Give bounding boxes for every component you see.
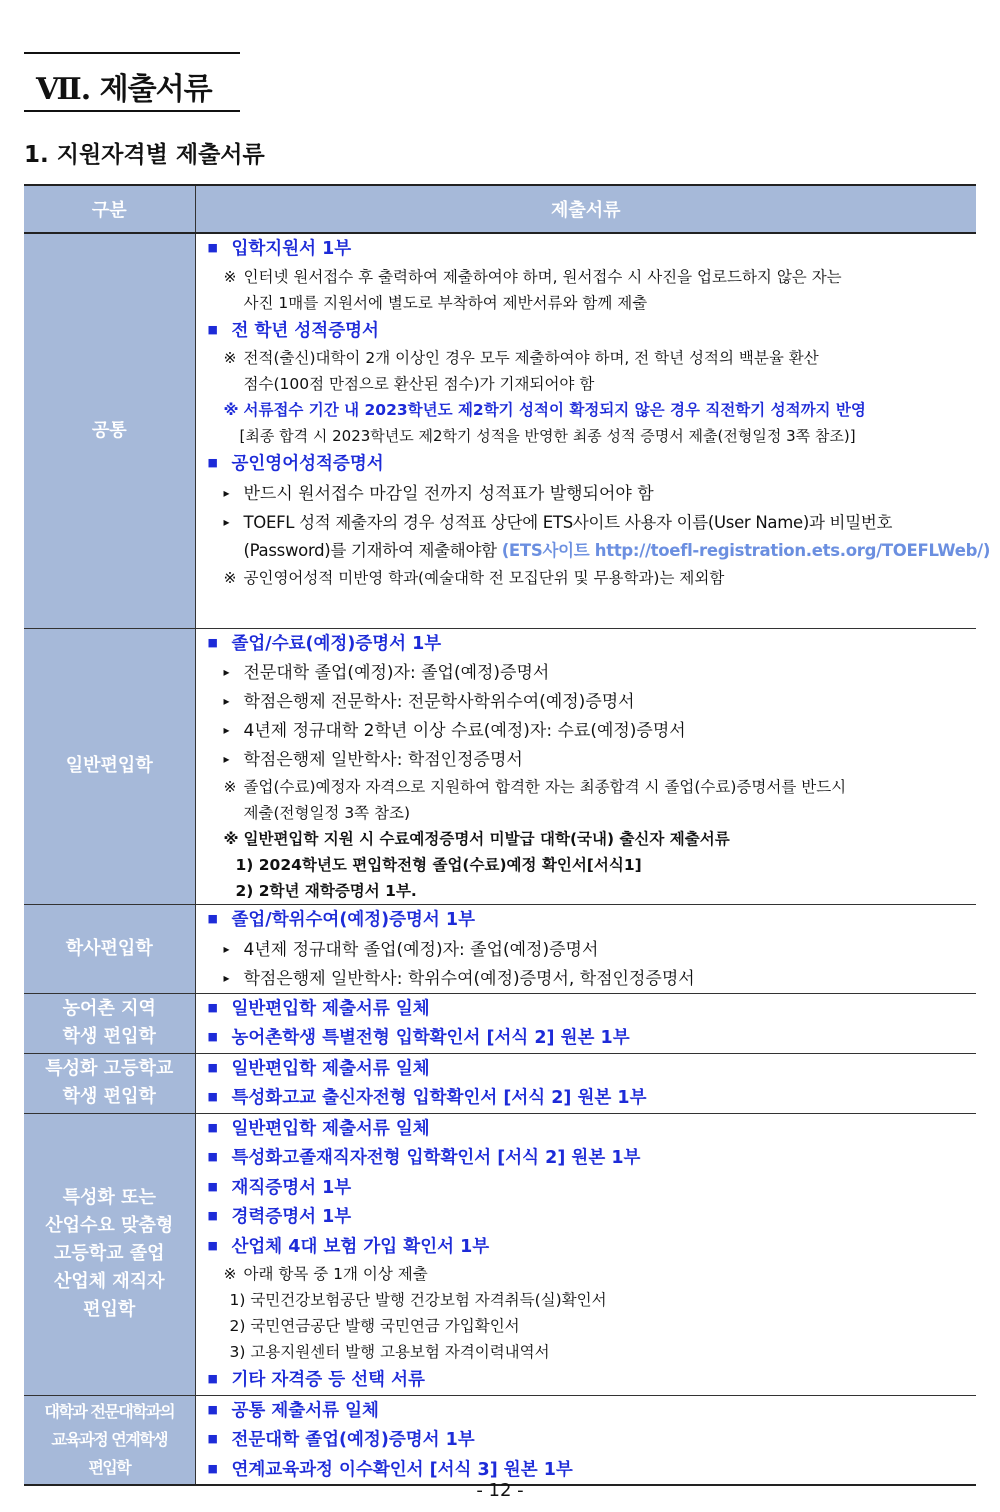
bullet-item: ▸ 학점은행제 일반학사: 학위수여(예정)증명서, 학점인정증명서 [196, 964, 977, 993]
doc-item: ■ 기타 자격증 등 선택 서류 [196, 1365, 977, 1395]
doc-item: ■ 졸업/학위수여(예정)증명서 1부 [196, 905, 977, 935]
note-continued: 점수(100점 만점으로 환산된 점수)가 기재되어야 함 [243, 375, 595, 393]
documents-table [24, 184, 991, 1486]
bullet-item: ▸ 4년제 정규대학 2학년 이상 수료(예정)자: 수료(예정)증명서 [196, 716, 977, 745]
header-category: 구분 [24, 185, 195, 233]
doc-item: ■ 특성화고졸재직자전형 입학확인서 [서식 2] 원본 1부 [196, 1143, 977, 1173]
note-continued: 제출(전형일정 3쪽 참조) [243, 804, 411, 822]
section-title: 1. 지원자격별 제출서류 [24, 142, 265, 168]
doc-item: ■ 연계교육과정 이수확인서 [서식 3] 원본 1부 [196, 1455, 977, 1485]
doc-item: ■ 산업체 4대 보험 가입 확인서 1부 [196, 1232, 977, 1262]
bullet-item: ▸ 반드시 원서접수 마감일 전까지 성적표가 발행되어야 함 [196, 479, 977, 508]
docs-rural [195, 993, 976, 1053]
category-common: 공통 [24, 233, 195, 628]
category-rural: 농어촌 지역 학생 편입학 [24, 993, 195, 1053]
numbered-item: 3) 고용지원센터 발행 고용보험 자격이력내역서 [229, 1343, 550, 1361]
note-bold: ※ 일반편입학 지원 시 수료예정증명서 미발급 대학(국내) 출신자 제출서류 [223, 830, 730, 848]
chapter-heading [24, 52, 240, 112]
doc-item: ■ 일반편입학 제출서류 일체 [196, 1114, 977, 1144]
row-worker [24, 1113, 976, 1395]
row-rural [24, 993, 976, 1053]
docs-linked [195, 1395, 976, 1485]
doc-item: ■ 특성화고교 출신자전형 입학확인서 [서식 2] 원본 1부 [196, 1083, 977, 1113]
docs-bachelor [195, 905, 976, 994]
bullet-item: ▸ 학점은행제 전문학사: 전문학사학위수여(예정)증명서 [196, 687, 977, 716]
row-linked [24, 1395, 976, 1485]
doc-item: ■ 일반편입학 제출서류 일체 [196, 1054, 977, 1084]
note: ※ 공인영어성적 미반영 학과(예술대학 전 모집단위 및 무용학과)는 제외함 [223, 568, 725, 587]
doc-item: ■ 일반편입학 제출서류 일체 [196, 994, 977, 1024]
doc-item: ■ 공인영어성적증명서 [196, 449, 977, 479]
doc-item: ■ 공통 제출서류 일체 [196, 1396, 977, 1426]
doc-item: ■ 졸업/수료(예정)증명서 1부 [196, 629, 977, 659]
category-specialized: 특성화 고등학교 학생 편입학 [24, 1053, 195, 1113]
note-highlight: ※ 서류접수 기간 내 2023학년도 제2학기 성적이 확정되지 않은 경우 직전학기 성적까지 반영 [223, 401, 866, 419]
doc-item: ■ 입학지원서 1부 [196, 234, 977, 264]
note: ※ 아래 항목 중 1개 이상 제출 [223, 1265, 428, 1283]
page-number: - 12 - [476, 1480, 524, 1501]
category-worker: 특성화 또는 산업수요 맞춤형 고등학교 졸업 산업체 재직자 편입학 [24, 1113, 195, 1395]
docs-worker [195, 1113, 976, 1395]
numbered-item: 2) 국민연금공단 발행 국민연금 가입확인서 [229, 1317, 520, 1335]
note: ※ 인터넷 원서접수 후 출력하여 제출하여야 하며, 원서접수 시 사진을 업로드하지 않은 자는 [223, 267, 842, 286]
row-common [24, 233, 976, 628]
bullet-item-continued: (Password)를 기재하여 제출해야함 (ETS사이트 http://toefl-registration.ets.org/TOEFLWeb/) [243, 540, 991, 560]
doc-item: ■ 재직증명서 1부 [196, 1173, 977, 1203]
bullet-item: ▸ 전문대학 졸업(예정)자: 졸업(예정)증명서 [196, 658, 977, 687]
row-specialized [24, 1053, 976, 1113]
row-general [24, 628, 976, 905]
bullet-item: ▸ 4년제 정규대학 졸업(예정)자: 졸업(예정)증명서 [196, 935, 977, 964]
docs-common [195, 233, 991, 628]
doc-item: ■ 농어촌학생 특별전형 입학확인서 [서식 2] 원본 1부 [196, 1023, 977, 1053]
note: ※ 전적(출신)대학이 2개 이상인 경우 모두 제출하여야 하며, 전 학년 성적의 백분율 환산 [223, 349, 819, 367]
ets-link[interactable]: (ETS사이트 http://toefl-registration.ets.org/TOEFLWeb/) [501, 540, 991, 560]
docs-general [195, 628, 976, 905]
table-header-row [24, 185, 976, 233]
docs-specialized [195, 1053, 976, 1113]
bullet-item: ▸ TOEFL 성적 제출자의 경우 성적표 상단에 ETS사이트 사용자 이름(User Name)과 비밀번호 [196, 508, 977, 537]
header-documents: 제출서류 [195, 185, 976, 233]
category-bachelor: 학사편입학 [24, 905, 195, 994]
category-linked: 대학과 전문대학과의 교육과정 연계학생 편입학 [24, 1395, 195, 1485]
numbered-item: 1) 국민건강보험공단 발행 건강보험 자격취득(실)확인서 [229, 1291, 607, 1309]
note: ※ 졸업(수료)예정자 자격으로 지원하여 합격한 자는 최종합격 시 졸업(수료)증명서를 반드시 [223, 778, 847, 796]
note-continued: 사진 1매를 지원서에 별도로 부착하여 제반서류와 함께 제출 [243, 293, 648, 312]
note-continued: [최종 합격 시 2023학년도 제2학기 성적을 반영한 최종 성적 증명서 제출(전형일정 3쪽 참조)] [239, 427, 856, 445]
row-bachelor [24, 905, 976, 994]
doc-item: ■ 전문대학 졸업(예정)증명서 1부 [196, 1425, 977, 1455]
bullet-item: ▸ 학점은행제 일반학사: 학점인정증명서 [196, 745, 977, 774]
category-general: 일반편입학 [24, 628, 195, 905]
doc-item: ■ 경력증명서 1부 [196, 1202, 977, 1232]
numbered-item: 2) 2학년 재학증명서 1부. [235, 882, 417, 900]
numbered-item: 1) 2024학년도 편입학전형 졸업(수료)예정 확인서[서식1] [235, 856, 642, 874]
chapter-title: Ⅶ. 제출서류 [36, 72, 212, 107]
doc-item: ■ 전 학년 성적증명서 [196, 316, 977, 346]
